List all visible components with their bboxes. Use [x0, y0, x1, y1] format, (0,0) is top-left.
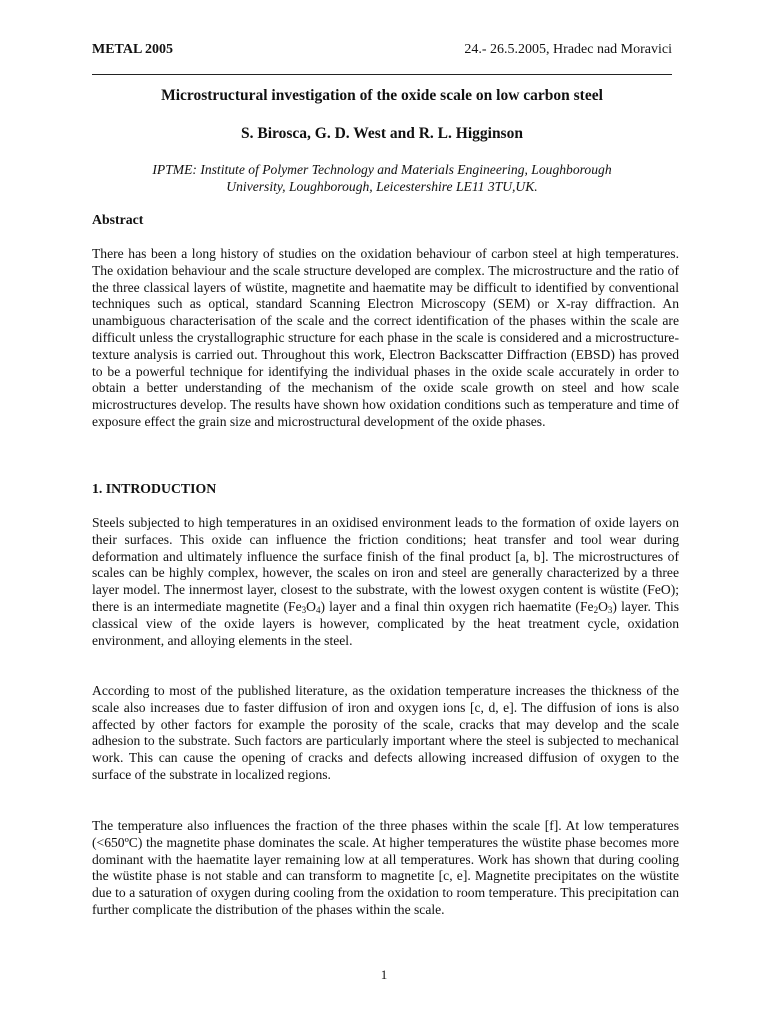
introduction-paragraph-3: The temperature also influences the fraction of the three phases within the scale [f]. At low temperatures (<650ºC) the magnetite phase dominates the scale. At higher temperatures the wüstite phase becomes more dominant with the haematite layer remaining low at all temperatures. Work has shown that during cooling the wüstite phase is not stable and can transform to magnetite [c, e]. Magnetite precipitates on the wüstite due to a saturation of oxygen during cooling from the oxidation to room temperature. This precipitation can further complicate the distribution of the phases within the scale.	[92, 818, 679, 917]
affiliation-line-2: University, Loughborough, Leicestershire LE11 3TU,UK.	[226, 179, 538, 194]
header-divider	[92, 74, 672, 75]
conference-date-location: 24.- 26.5.2005, Hradec nad Moravici	[464, 42, 672, 57]
introduction-paragraph-2: According to most of the published literature, as the oxidation temperature increases the thickness of the scale also increases due to faster diffusion of iron and oxygen ions [c, d, e]. The diffusion of ions is also affected by other factors for example the porosity of the scale, cracks that may develop and the scale adhesion to the substrate. Such factors are particularly important where the steel is subjected to mechanical work. This can cause the opening of cracks and defects allowing increased diffusion of oxygen to the surface of the substrate in localized regions.	[92, 683, 679, 782]
author-affiliation	[92, 161, 672, 195]
abstract-text: There has been a long history of studies on the oxidation behaviour of carbon steel at high temperatures. The oxidation behaviour and the scale structure developed are complex. The microstructure and the ratio of the three classical layers of wüstite, magnetite and haematite may be difficult to identified by conventional techniques such as optical, standard Scanning Electron Microscopy (SEM) or X-ray diffraction. An unambiguous characterisation of the scale and the correct identification of the phases within the scale are difficult unless the crystallographic structure for each phase in the scale is considered and a microstructure-texture analysis is carried out. Throughout this work, Electron Backscatter Diffraction (EBSD) has proved to be a powerful technique for identifying the individual phases in the oxide scale accurately in order to obtain a better understanding of the mechanism of the oxide scale growth on steel and how scale microstructures develop. The results have shown how oxidation conditions such as temperature and time of exposure effect the grain size and microstructural development of the oxide phases.	[92, 246, 679, 429]
paper-authors: S. Birosca, G. D. West and R. L. Higginson	[241, 125, 523, 142]
introduction-paragraph-1: Steels subjected to high temperatures in an oxidised environment leads to the formation of oxide layers on their surfaces. This oxide can influence the friction conditions; heat transfer and tool wear during deformation and ultimately influence the surface finish of the final product [a, b]. The microstructures of scales can be highly complex, however, the scales on iron and steel are generally characterized by a three layer model. The innermost layer, closest to the substrate, with the lowest oxygen content is wüstite (FeO); there is an intermediate magnetite $(Fe_3O_4)$ layer and a final thin oxygen rich haematite $(Fe_2O_3)$ layer. This classical view of the oxide layers is however, complicated by the heat treatment cycle, oxidation environment, and alloying elements in the steel.	[92, 515, 680, 648]
page-number: 1	[380, 967, 388, 982]
introduction-heading: 1. INTRODUCTION	[92, 481, 217, 496]
paper-title: Microstructural investigation of the oxide scale on low carbon steel	[161, 87, 603, 104]
affiliation-line-1: IPTME: Institute of Polymer Technology and Materials Engineering, Loughborough	[152, 162, 612, 177]
conference-name: METAL 2005	[92, 42, 174, 57]
abstract-heading: Abstract	[92, 212, 144, 227]
